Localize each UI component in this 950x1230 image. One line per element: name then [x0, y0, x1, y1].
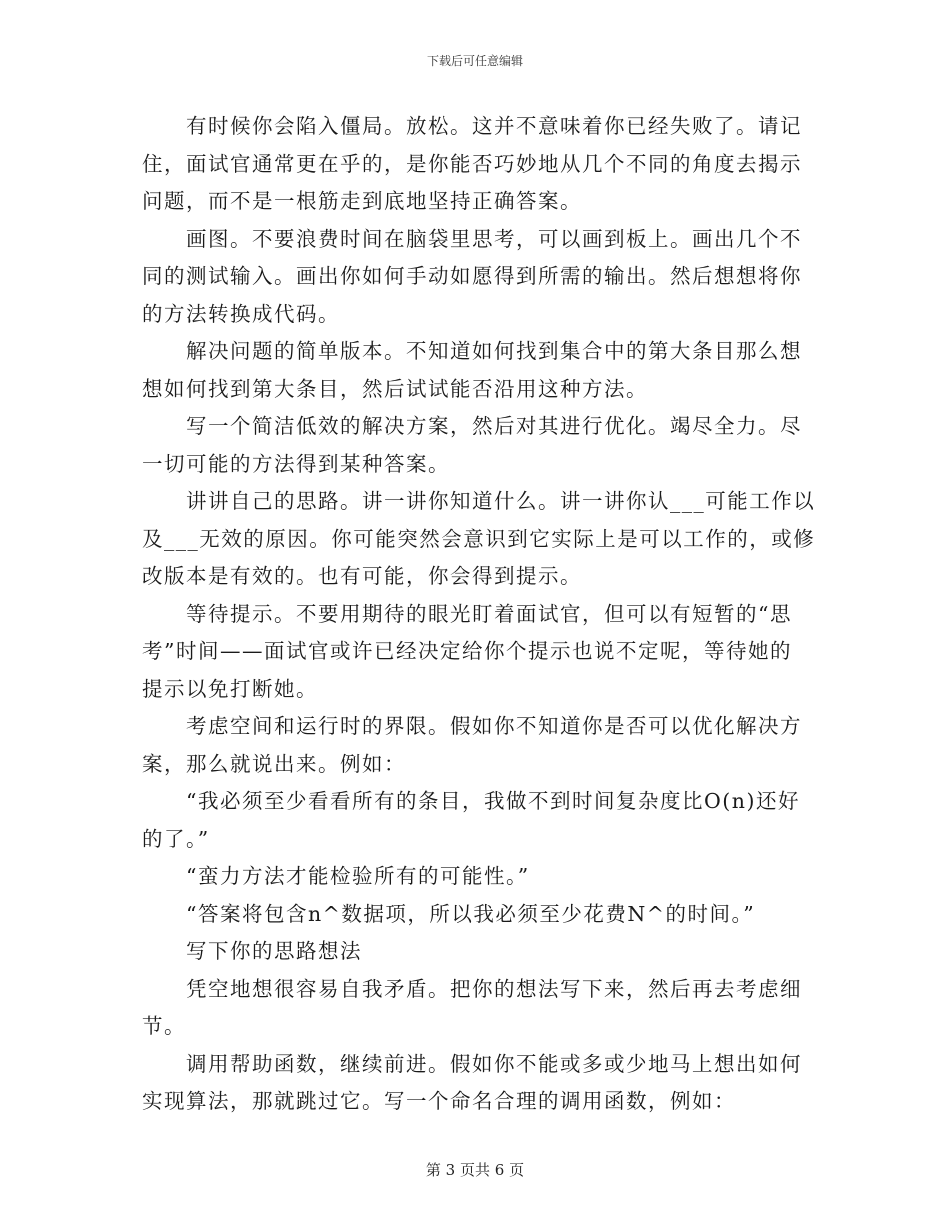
- text-line: 节。: [142, 1014, 186, 1038]
- text-line: 改版本是有效的。也有可能，你会得到提示。: [142, 564, 582, 588]
- text-line: 住，面试官通常更在乎的，是你能否巧妙地从几个不同的角度去揭示: [142, 151, 802, 176]
- text-line: 解决问题的简单版本。不知道如何找到集合中的第大条目那么想: [186, 339, 802, 363]
- text-line: 考”时间——面试官或许已经决定给你个提示也说不定呢，等待她的: [142, 639, 792, 663]
- text-line: 的方法转换成代码。: [142, 301, 340, 326]
- text-line: 及___无效的原因。你可能突然会意识到它实际上是可以工作的，或修: [142, 526, 816, 551]
- page-footer: 第 3 页共 6 页: [425, 1161, 525, 1179]
- text-line: 有时候你会陷入僵局。放松。这并不意味着你已经失败了。请记: [186, 114, 802, 138]
- text-line: 写下你的思路想法: [186, 939, 362, 963]
- text-line: 调用帮助函数，继续前进。假如你不能或多或少地马上想出如何: [186, 1051, 802, 1076]
- text-line: 画图。不要浪费时间在脑袋里思考，可以画到板上。画出几个不: [186, 226, 802, 251]
- text-line: 的了。”: [142, 826, 210, 851]
- page-header: 下载后可任意编辑: [426, 54, 523, 68]
- text-line: “答案将包含n^数据项，所以我必须至少花费N^的时间。”: [186, 901, 756, 926]
- text-line: 提示以免打断她。: [142, 676, 318, 701]
- text-line: 凭空地想很容易自我矛盾。把你的想法写下来，然后再去考虑细: [186, 976, 802, 1001]
- document-body: [142, 108, 816, 1121]
- text-line: “蛮力方法才能检验所有的可能性。”: [186, 864, 530, 888]
- text-line: 写一个简洁低效的解决方案，然后对其进行优化。竭尽全力。尽: [186, 414, 802, 438]
- text-line: 考虑空间和运行时的界限。假如你不知道你是否可以优化解决方: [186, 714, 802, 738]
- text-line: 一切可能的方法得到某种答案。: [142, 451, 450, 476]
- text-line: “我必须至少看看所有的条目，我做不到时间复杂度比O(n)还好: [186, 789, 800, 813]
- text-line: 案，那么就说出来。例如：: [142, 751, 406, 776]
- text-line: 问题，而不是一根筋走到底地坚持正确答案。: [142, 189, 582, 213]
- text-line: 实现算法，那就跳过它。写一个命名合理的调用函数，例如：: [142, 1089, 736, 1113]
- text-line: 讲讲自己的思路。讲一讲你知道什么。讲一讲你认___可能工作以: [186, 489, 816, 513]
- text-line: 同的测试输入。画出你如何手动如愿得到所需的输出。然后想想将你: [142, 264, 802, 288]
- text-line: 等待提示。不要用期待的眼光盯着面试官，但可以有短暂的“思: [186, 601, 792, 626]
- text-line: 想如何找到第大条目，然后试试能否沿用这种方法。: [142, 376, 648, 401]
